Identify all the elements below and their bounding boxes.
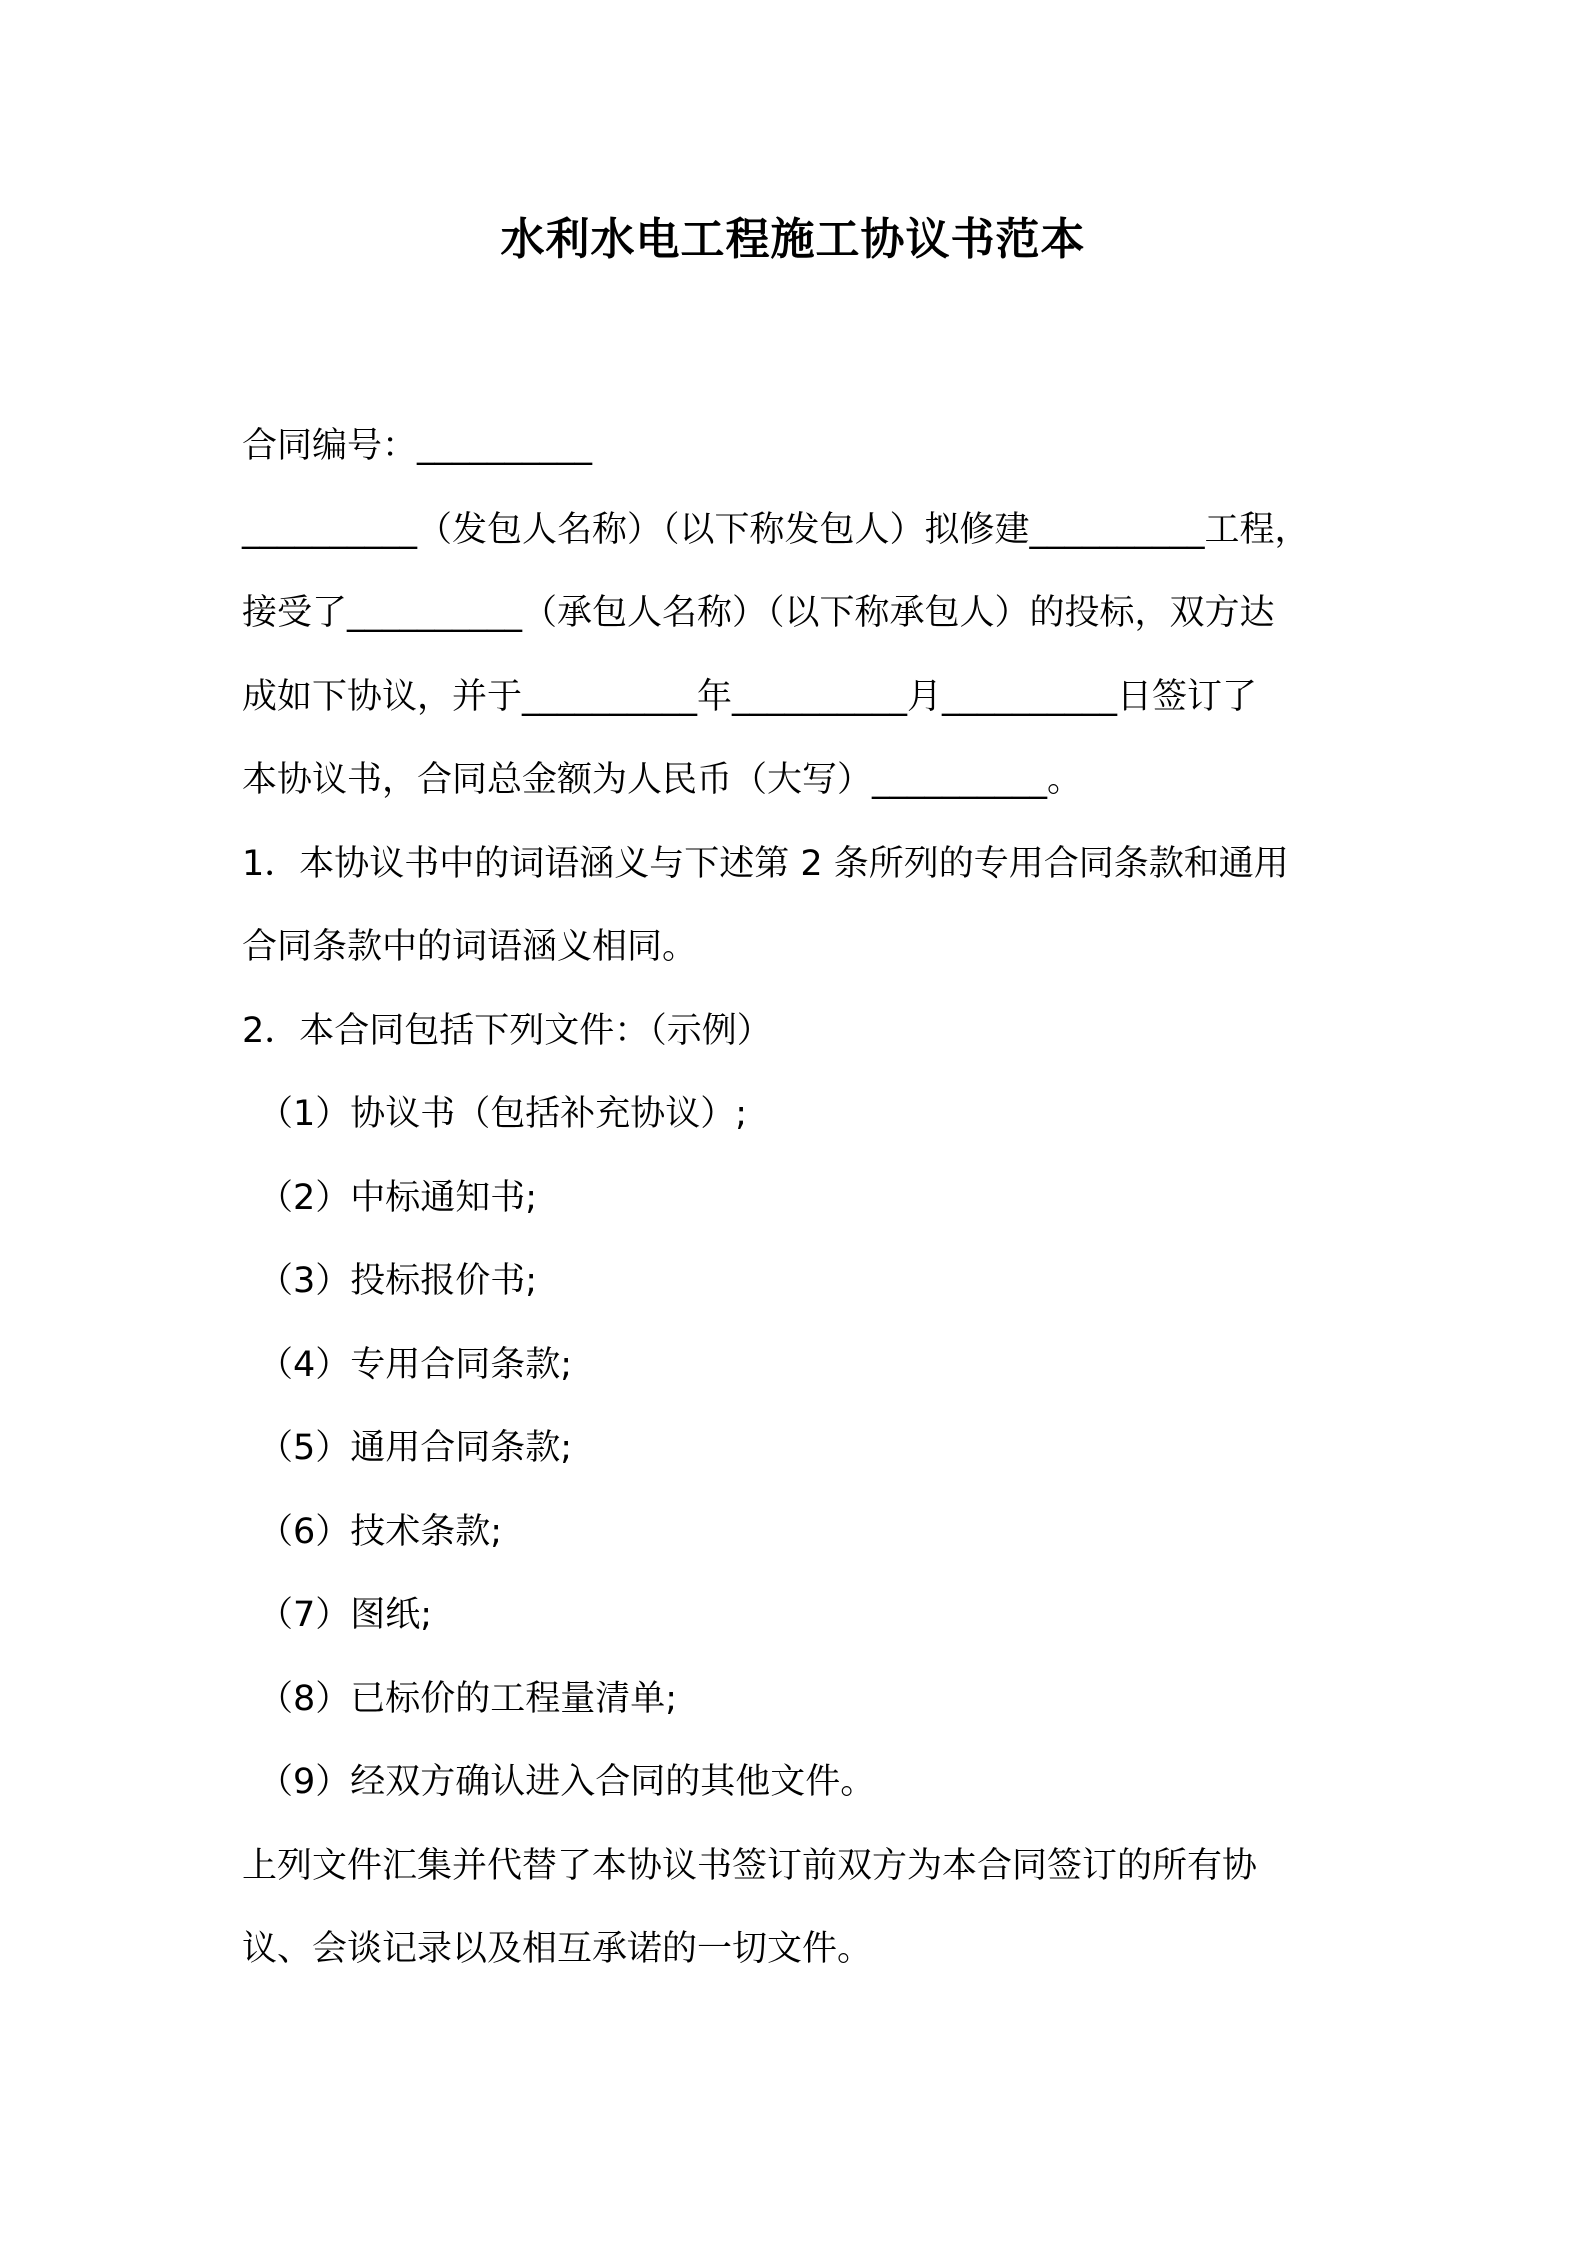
- paragraph-line: 成如下协议，并于__________年__________月__________日签订了: [242, 676, 1258, 717]
- list-item: （7）图纸;: [258, 1595, 433, 1635]
- list-item: （2）中标通知书;: [258, 1177, 538, 1218]
- paragraph-line: 上列文件汇集并代替了本协议书签订前双方为本合同签订的所有协: [242, 1845, 1258, 1886]
- list-item: （4）专用合同条款;: [258, 1344, 573, 1385]
- list-item: （9）经双方确认进入合同的其他文件。: [258, 1762, 876, 1802]
- paragraph-line: 接受了__________（承包人名称）（以下称承包人）的投标，双方达: [242, 593, 1275, 633]
- list-item: （8）已标价的工程量清单;: [258, 1678, 678, 1719]
- list-item: （5）通用合同条款;: [258, 1428, 573, 1468]
- paragraph-line: __________（发包人名称）（以下称发包人）拟修建__________工程，: [242, 509, 1310, 550]
- clause-line: 1．本协议书中的词语涵义与下述第 2 条所列的专用合同条款和通用: [242, 843, 1289, 884]
- paragraph-line: 本协议书，合同总金额为人民币（大写）__________。: [242, 760, 1083, 800]
- list-item: （6）技术条款;: [258, 1511, 503, 1552]
- clause-line: 合同条款中的词语涵义相同。: [242, 927, 698, 967]
- document-title: 水利水电工程施工协议书范本: [500, 214, 1086, 265]
- document-body: [242, 405, 1372, 1992]
- list-item: （3）投标报价书;: [258, 1261, 538, 1301]
- list-item: （1）协议书（包括补充协议）;: [258, 1094, 748, 1134]
- clause-line: 2．本合同包括下列文件：（示例）: [242, 1010, 772, 1051]
- contract-number-line: 合同编号：__________: [242, 426, 593, 466]
- paragraph-line: 议、会谈记录以及相互承诺的一切文件。: [242, 1929, 873, 1969]
